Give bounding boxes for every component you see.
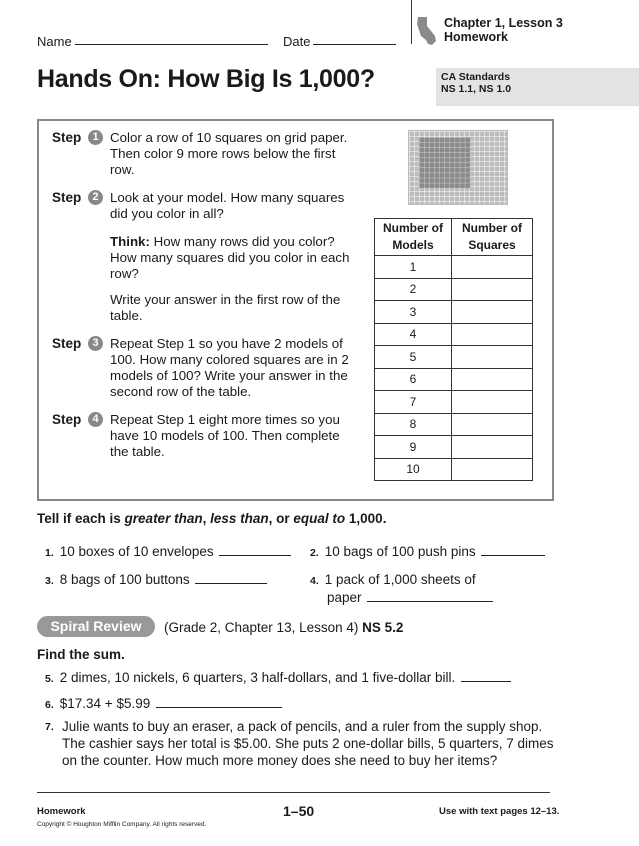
question-text: paper xyxy=(327,590,362,605)
table-row xyxy=(375,436,533,459)
question-text: 8 bags of 100 buttons xyxy=(59,572,190,587)
chapter-label: Chapter 1, Lesson 3 xyxy=(444,16,563,30)
squares-answer-cell[interactable] xyxy=(452,413,533,436)
step-2-write: Write your answer in the first row of the table. xyxy=(110,292,341,323)
question-number: 6. xyxy=(45,699,54,711)
models-cell: 2 xyxy=(375,278,452,301)
instr-equal: equal to xyxy=(293,511,346,526)
step-2-label: Step xyxy=(52,190,82,205)
question-7 xyxy=(45,718,555,769)
squares-answer-cell[interactable] xyxy=(452,278,533,301)
instr-post: 1,000. xyxy=(345,511,387,526)
answer-line[interactable] xyxy=(195,583,267,584)
copyright: Copyright © Houghton Mifflin Company. All rights reserved. xyxy=(37,821,207,828)
question-text: 10 boxes of 10 envelopes xyxy=(59,544,214,559)
table-row xyxy=(375,368,533,391)
standards-codes: NS 1.1, NS 1.0 xyxy=(441,83,512,95)
header-divider xyxy=(411,0,412,44)
question-3 xyxy=(45,572,267,587)
question-text: 1 pack of 1,000 sheets of xyxy=(324,572,476,587)
models-cell: 4 xyxy=(375,323,452,346)
squares-answer-cell[interactable] xyxy=(452,323,533,346)
footer-rule xyxy=(37,792,550,793)
page-title: Hands On: How Big Is 1,000? xyxy=(37,65,375,93)
question-number: 2. xyxy=(310,547,319,559)
instr-less: less than xyxy=(210,511,269,526)
question-5 xyxy=(45,670,511,685)
instr-sep2: , or xyxy=(268,511,294,526)
step-3-number: 3 xyxy=(88,336,103,351)
step-2-text: Look at your model. How many squares did you color in all? xyxy=(110,190,345,221)
question-text: Julie wants to buy an eraser, a pack of pencils, and a ruler from the supply shop. The cashier says her total is $5.00. She puts 2 one-dollar bills, 5 quarters, 7 dimes on the counter. How much more money does she need to buy her items? xyxy=(62,719,554,768)
table-row xyxy=(375,278,533,301)
table-row xyxy=(375,413,533,436)
step-3-label: Step xyxy=(52,336,82,351)
models-cell: 10 xyxy=(375,458,452,481)
step-2-think xyxy=(110,234,355,282)
colored-100-squares xyxy=(419,137,470,188)
question-text: 10 bags of 100 push pins xyxy=(324,544,476,559)
question-number: 7. xyxy=(45,721,54,733)
instr-pre: Tell if each is xyxy=(37,511,125,526)
answer-line[interactable] xyxy=(219,555,291,556)
step-1-number: 1 xyxy=(88,130,103,145)
step-3-text: Repeat Step 1 so you have 2 models of 100. How many colored squares are in 2 models of 100? Write your answer in the second row of the table. xyxy=(110,336,349,399)
footer-homework: Homework xyxy=(37,806,86,817)
table-row xyxy=(375,256,533,279)
models-cell: 3 xyxy=(375,301,452,324)
question-text: 2 dimes, 10 nickels, 6 quarters, 3 half-dollars, and 1 five-dollar bill. xyxy=(59,670,456,685)
step-1-label: Step xyxy=(52,130,82,145)
models-cell: 9 xyxy=(375,436,452,459)
question-2 xyxy=(310,544,545,559)
question-1 xyxy=(45,544,291,559)
models-cell: 7 xyxy=(375,391,452,414)
date-field[interactable] xyxy=(313,44,396,45)
answer-line[interactable] xyxy=(367,601,493,602)
standards-label: CA Standards xyxy=(441,71,511,83)
step-4-label: Step xyxy=(52,412,82,427)
question-number: 4. xyxy=(310,575,319,587)
models-cell: 5 xyxy=(375,346,452,369)
squares-answer-cell[interactable] xyxy=(452,368,533,391)
date-label: Date xyxy=(283,34,311,49)
question-6 xyxy=(45,696,282,711)
step-4-text: Repeat Step 1 eight more times so you have 10 models of 100. Then complete the table. xyxy=(110,412,340,459)
models-table xyxy=(374,218,533,481)
question-number: 5. xyxy=(45,673,54,685)
col-number-of-squares: Number of Squares xyxy=(452,219,533,256)
col-number-of-models: Number of Models xyxy=(375,219,452,256)
spiral-review-badge: Spiral Review xyxy=(37,616,155,637)
question-4 xyxy=(310,572,476,587)
think-text: How many rows did you color? How many squares did you color in each row? xyxy=(110,234,350,281)
squares-answer-cell[interactable] xyxy=(452,458,533,481)
squares-answer-cell[interactable] xyxy=(452,391,533,414)
step-2-number: 2 xyxy=(88,190,103,205)
step-4-number: 4 xyxy=(88,412,103,427)
question-number: 3. xyxy=(45,575,54,587)
instr-greater: greater than xyxy=(124,511,203,526)
squares-answer-cell[interactable] xyxy=(452,436,533,459)
spiral-info-text: (Grade 2, Chapter 13, Lesson 4) xyxy=(164,620,363,635)
footer-text-pages: Use with text pages 12–13. xyxy=(439,806,560,817)
table-row xyxy=(375,391,533,414)
question-number: 1. xyxy=(45,547,54,559)
question-text: $17.34 + $5.99 xyxy=(59,696,151,711)
spiral-review-info xyxy=(164,620,403,635)
models-cell: 6 xyxy=(375,368,452,391)
name-field[interactable] xyxy=(75,44,268,45)
step-1-text: Color a row of 10 squares on grid paper. Then color 9 more rows below the first row. xyxy=(110,130,348,177)
squares-answer-cell[interactable] xyxy=(452,256,533,279)
name-label: Name xyxy=(37,34,72,49)
think-label: Think: xyxy=(110,234,150,249)
find-sum-heading: Find the sum. xyxy=(37,647,125,662)
table-row xyxy=(375,458,533,481)
answer-line[interactable] xyxy=(481,555,545,556)
models-cell: 8 xyxy=(375,413,452,436)
chapter-heading xyxy=(444,16,563,44)
california-map-icon xyxy=(416,16,438,46)
squares-answer-cell[interactable] xyxy=(452,346,533,369)
models-cell: 1 xyxy=(375,256,452,279)
comparison-instructions xyxy=(37,511,386,526)
standards-box xyxy=(436,68,639,106)
squares-answer-cell[interactable] xyxy=(452,301,533,324)
instr-sep1: , xyxy=(202,511,211,526)
table-row xyxy=(375,301,533,324)
spiral-standard: NS 5.2 xyxy=(362,620,404,635)
table-row xyxy=(375,346,533,369)
answer-line[interactable] xyxy=(156,707,282,708)
question-4-line2 xyxy=(327,590,493,605)
table-row xyxy=(375,323,533,346)
answer-line[interactable] xyxy=(461,681,511,682)
homework-label: Homework xyxy=(444,30,508,44)
page-number: 1–50 xyxy=(283,803,315,819)
